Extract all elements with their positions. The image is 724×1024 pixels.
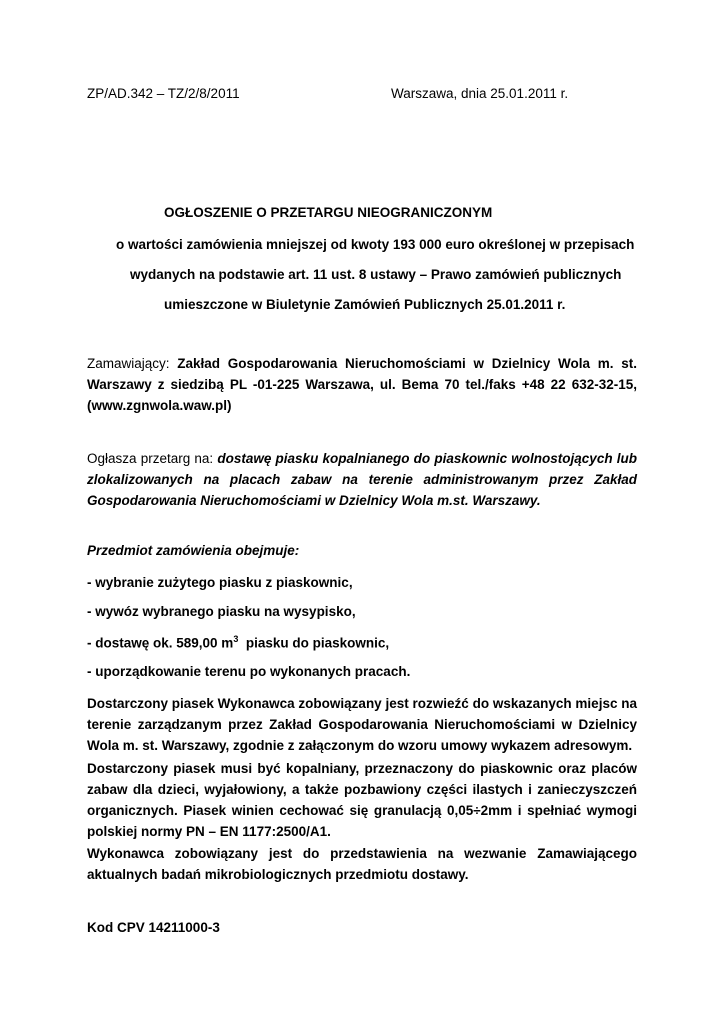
scope-item-3-rest: piasku do piaskownic, bbox=[238, 635, 390, 651]
scope-item-3 bbox=[87, 634, 389, 651]
contracting-authority bbox=[87, 353, 637, 416]
title-line-3: umieszczone w Biuletynie Zamówień Publicznych 25.01.2011 r. bbox=[164, 297, 566, 312]
scope-item-2: - wywóz wybranego piasku na wysypisko, bbox=[87, 604, 356, 619]
document-title: OGŁOSZENIE O PRZETARGU NIEOGRANICZONYM bbox=[164, 205, 493, 220]
cpv-code: Kod CPV 14211000-3 bbox=[87, 920, 220, 935]
scope-heading: Przedmiot zamówienia obejmuje: bbox=[87, 543, 300, 558]
scope-item-3-text: - dostawę ok. 589,00 m bbox=[87, 635, 234, 651]
place-date: Warszawa, dnia 25.01.2011 r. bbox=[391, 86, 569, 101]
contracting-details: Zakład Gospodarowania Nieruchomościami w Dzielnicy Wola m. st. Warszawy z siedzibą PL -01-225 Warszawa, ul. Bema 70 tel./faks +48 22 632-32-15, (www.zgnwola.waw.pl) bbox=[87, 356, 637, 413]
tender-label: Ogłasza przetarg na: bbox=[87, 451, 214, 466]
tender-subject bbox=[87, 448, 637, 511]
scope-item-1: - wybranie zużytego piasku z piaskownic, bbox=[87, 575, 353, 590]
delivery-paragraph: Dostarczony piasek Wykonawca zobowiązany jest rozwieźć do wskazanych miejsc na terenie zarządzanym przez Zakład Gospodarowania Nieruchomościami w Dzielnicy Wola m. st. Warszawy, zgodnie z załączonym do wzoru umowy wykazem adresowym. bbox=[87, 696, 637, 753]
tests-paragraph: Wykonawca zobowiązany jest do przedstawienia na wezwanie Zamawiającego aktualnych badań mikrobiologicznych przedmiotu dostawy. bbox=[87, 846, 637, 882]
cubic-superscript: 3 bbox=[233, 634, 239, 644]
tender-description: dostawę piasku kopalnianego do piaskownic wolnostojących lub zlokalizowanych na placach zabaw na terenie administrowanym przez Zakład Gospodarowania Nieruchomościami w Dzielnicy Wola m.st. Warszawy. bbox=[87, 451, 637, 508]
scope-item-4: - uporządkowanie terenu po wykonanych pracach. bbox=[87, 664, 411, 679]
contracting-label: Zamawiający: bbox=[87, 356, 170, 371]
title-line-1: o wartości zamówienia mniejszej od kwoty 193 000 euro określonej w przepisach bbox=[116, 237, 635, 252]
reference-number: ZP/AD.342 – TZ/2/8/2011 bbox=[87, 86, 240, 101]
sand-requirements-paragraph: Dostarczony piasek musi być kopalniany, przeznaczony do piaskownic oraz placów zabaw dla dzieci, wyjałowiony, a także pozbawiony części ilastych i zanieczyszczeń organicznych. Piasek winien cechować się granulacją 0,05÷2mm i spełniać wymogi polskiej normy PN – EN 1177:2500/A1. bbox=[87, 761, 637, 839]
title-line-2: wydanych na podstawie art. 11 ust. 8 ustawy – Prawo zamówień publicznych bbox=[130, 267, 622, 282]
